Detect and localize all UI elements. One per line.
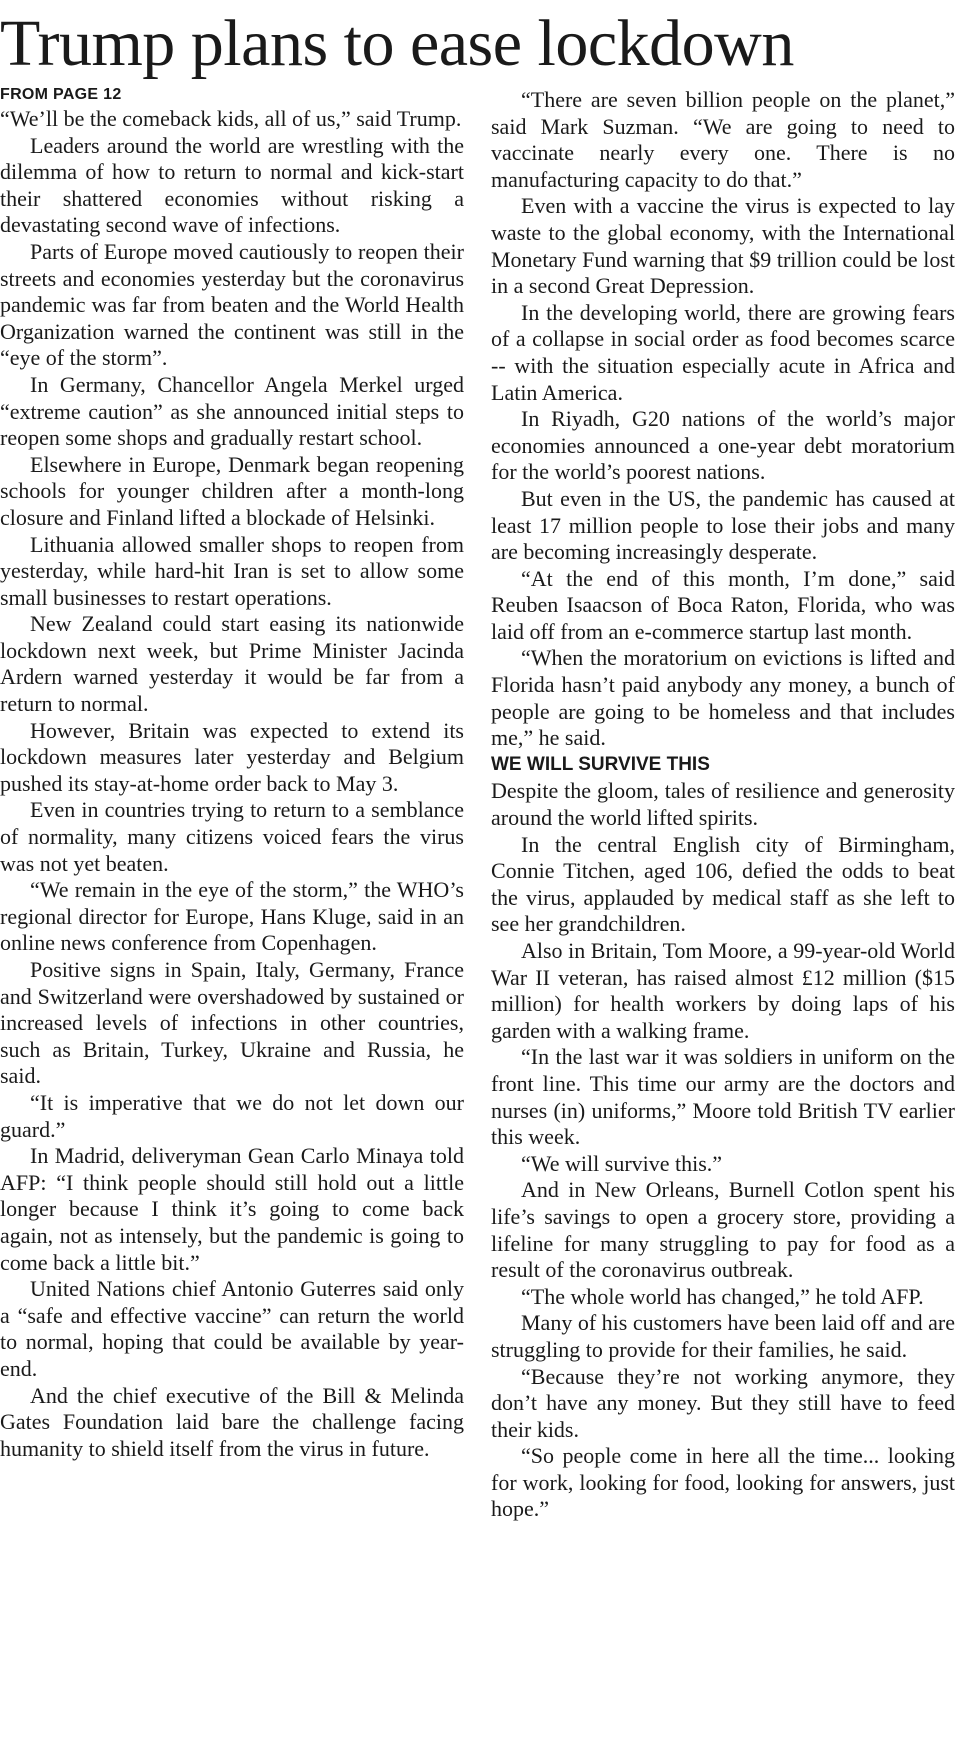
article-paragraph: “So people come in here all the time... looking for work, looking for food, looking for answers, just hope.” xyxy=(491,1443,955,1522)
article-paragraph: In the developing world, there are growing fears of a collapse in social order as food becomes scarce -- with the situation especially acute in Africa and Latin America. xyxy=(491,299,955,405)
article-column-right xyxy=(491,87,955,1523)
article-paragraph: Lithuania allowed smaller shops to reopen from yesterday, while hard-hit Iran is set to allow some small businesses to restart operations. xyxy=(0,531,464,610)
article-paragraph: Leaders around the world are wrestling with the dilemma of how to return to normal and kick-start their shattered economies without risking a devastating second wave of infections. xyxy=(0,132,464,238)
article-paragraph: “We will survive this.” xyxy=(521,1150,723,1176)
article-paragraph: “We remain in the eye of the storm,” the WHO’s regional director for Europe, Hans Kluge, said in an online news conference from Copenhagen. xyxy=(0,877,464,956)
article-paragraph: And in New Orleans, Burnell Cotlon spent his life’s savings to open a grocery store, providing a lifeline for many struggling to pay for food as a result of the coronavirus outbreak. xyxy=(491,1177,955,1283)
article-paragraph: In Germany, Chancellor Angela Merkel urged “extreme caution” as she announced initial steps to reopen some shops and gradually restart school. xyxy=(0,371,464,451)
headline: Trump plans to ease lockdown xyxy=(0,7,794,80)
right-paragraphs-bottom xyxy=(491,778,955,1523)
article-paragraph: “Because they’re not working anymore, they don’t have any money. But they still have to feed their kids. xyxy=(491,1363,955,1442)
article-paragraph: Many of his customers have been laid off and are struggling to provide for their families, he said. xyxy=(491,1310,955,1362)
article-paragraph: In Madrid, deliveryman Gean Carlo Minaya told AFP: “I think people should still hold out a little longer because I think it’s going to come back again, not as intensely, but the pandemic is going to come back a little bit.” xyxy=(0,1143,464,1275)
left-paragraphs xyxy=(0,106,464,1462)
article-paragraph: “In the last war it was soldiers in uniform on the front line. This time our army are the doctors and nurses (in) uniforms,” Moore told British TV earlier this week. xyxy=(491,1044,955,1150)
article-paragraph: However, Britain was expected to extend its lockdown measures later yesterday and Belgium pushed its stay-at-home order back to May 3. xyxy=(0,717,464,796)
article-paragraph: “We’ll be the comeback kids, all of us,” said Trump. xyxy=(0,106,462,131)
article-paragraph: Also in Britain, Tom Moore, a 99-year-old World War II veteran, has raised almost £12 million ($15 million) for health workers by doing laps of his garden with a walking frame. xyxy=(491,938,955,1043)
article-paragraph: Elsewhere in Europe, Denmark began reopening schools for younger children after a month-long closure and Finland lifted a blockade of Helsinki. xyxy=(0,451,464,530)
article-column-left xyxy=(0,85,464,1462)
article-paragraph: Parts of Europe moved cautiously to reopen their streets and economies yesterday but the coronavirus pandemic was far from beaten and the World Health Organization warned the continent was still in the “eye of the storm”. xyxy=(0,238,464,371)
article-paragraph: In Riyadh, G20 nations of the world’s major economies announced a one-year debt moratorium for the world’s poorest nations. xyxy=(491,406,955,485)
subhead: WE WILL SURVIVE THIS xyxy=(491,753,710,775)
article-paragraph: United Nations chief Antonio Guterres said only a “safe and effective vaccine” can return the world to normal, hoping that could be available by year-end. xyxy=(0,1276,464,1381)
right-paragraphs-top xyxy=(491,87,955,752)
article-paragraph: “There are seven billion people on the planet,” said Mark Suzman. “We are going to need to vaccinate nearly every one. There is no manufacturing capacity to do that.” xyxy=(491,87,955,192)
article-paragraph: And the chief executive of the Bill & Melinda Gates Foundation laid bare the challenge facing humanity to shield itself from the virus in future. xyxy=(0,1382,464,1461)
article-paragraph: “It is imperative that we do not let down our guard.” xyxy=(0,1089,464,1142)
article-paragraph: “When the moratorium on evictions is lifted and Florida hasn’t paid anybody any money, a bunch of people are going to be homeless and that includes me,” he said. xyxy=(491,645,955,751)
article-paragraph: In the central English city of Birmingham, Connie Titchen, aged 106, defied the odds to beat the virus, applauded by medical staff as she left to see her grandchildren. xyxy=(491,831,955,937)
article-paragraph: “The whole world has changed,” he told AFP. xyxy=(521,1283,924,1309)
article-paragraph: Despite the gloom, tales of resilience and generosity around the world lifted spirits. xyxy=(491,778,955,831)
article-paragraph: Even in countries trying to return to a semblance of normality, many citizens voiced fears the virus was not yet beaten. xyxy=(0,797,464,876)
article-paragraph: Even with a vaccine the virus is expected to lay waste to the global economy, with the International Monetary Fund warning that $9 trillion could be lost in a second Great Depression. xyxy=(491,193,955,299)
jump-line: FROM PAGE 12 xyxy=(0,86,122,103)
article-paragraph: “At the end of this month, I’m done,” said Reuben Isaacson of Boca Raton, Florida, who was laid off from an e-commerce startup last month. xyxy=(491,565,955,644)
article-paragraph: But even in the US, the pandemic has caused at least 17 million people to lose their jobs and many are becoming increasingly desperate. xyxy=(491,485,955,565)
article-paragraph: Positive signs in Spain, Italy, Germany, France and Switzerland were overshadowed by sustained or increased levels of infections in other countries, such as Britain, Turkey, Ukraine and Russia, he said. xyxy=(0,957,464,1089)
article-paragraph: New Zealand could start easing its nationwide lockdown next week, but Prime Minister Jacinda Ardern warned yesterday it would be far from a return to normal. xyxy=(0,611,464,717)
